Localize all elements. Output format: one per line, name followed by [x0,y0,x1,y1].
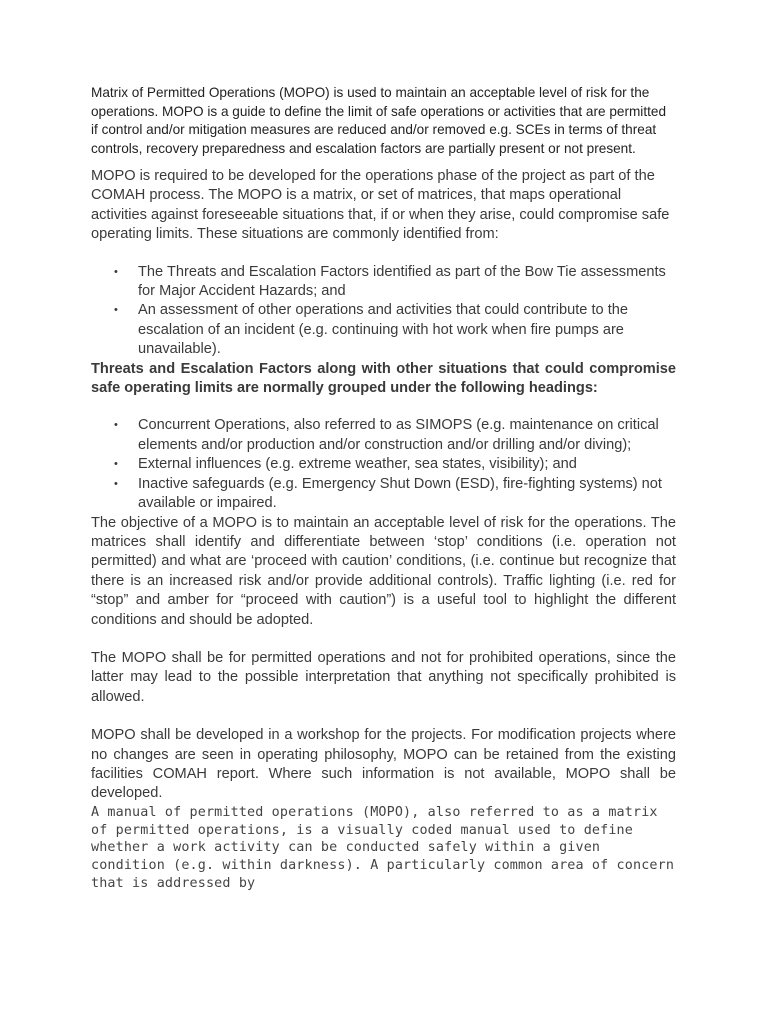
permitted-paragraph: The MOPO shall be for permitted operations and not for prohibited operations, since the latter may lead to the possible interpretation that anything not specifically prohibited is allowed. [91,649,676,705]
bullet-icon: • [114,304,118,317]
bullet-icon: • [114,477,118,490]
list-item: • Inactive safeguards (e.g. Emergency Shut Down (ESD), fire-fighting systems) not available or impaired. [114,475,662,512]
list-item: • The Threats and Escalation Factors identified as part of the Bow Tie assessments for Major Accident Hazards; and [114,263,666,300]
bullet-icon: • [114,265,118,278]
bullet-icon: • [114,458,118,471]
intro-paragraph: Matrix of Permitted Operations (MOPO) is used to maintain an acceptable level of risk for the operations. MOPO is a guide to define the limit of safe operations or activities that are permitted if control and/or mitigation measures are reduced and/or removed e.g. SCEs in terms of threat controls, recovery preparedness and escalation factors are partially present or not present. [91,85,667,156]
list-item: • External influences (e.g. extreme weather, sea states, visibility); and [91,455,676,474]
list-item: • An assessment of other operations and activities that could contribute to the escalation of an incident (e.g. continuing with hot work when fire pumps are unavailable). [114,302,628,358]
comah-paragraph: MOPO is required to be developed for the operations phase of the project as part of the COMAH process. The MOPO is a matrix, or set of matrices, that maps operational activities against foreseeable situations that, if or when they arise, could compromise safe operating limits. These situations are commonly identified from: [91,168,670,243]
manual-paragraph: A manual of permitted operations (MOPO), also referred to as a matrix of permitted operations, is a visually coded manual used to define whether a work activity can be conducted safely within a given condition (e.g. within darkness). A particularly common area of concern that is addressed by [91,804,675,891]
document-page [91,84,676,893]
bullet-icon: • [114,419,118,432]
list-item: • Concurrent Operations, also referred to as SIMOPS (e.g. maintenance on critical elements and/or production and/or construction and/or drilling and/or diving); [114,417,659,453]
bold-heading: Threats and Escalation Factors along with other situations that could compromise safe operating limits are normally grouped under the following headings: [91,360,676,397]
sources-list [91,263,676,360]
workshop-paragraph: MOPO shall be developed in a workshop for the projects. For modification projects where no changes are seen in operating philosophy, MOPO can be retained from the existing facilities COMAH report. Where such information is not available, MOPO shall be developed. [91,727,676,802]
objective-paragraph: The objective of a MOPO is to maintain an acceptable level of risk for the operations. The matrices shall identify and differentiate between ‘stop’ conditions (i.e. operation not permitted) and what are ‘proceed with caution’ conditions, (i.e. continue but recognize that there is an increased risk and/or provide additional controls). Traffic lighting (i.e. red for “stop” and amber for “proceed with caution”) is a useful tool to highlight the different conditions and should be adopted. [91,514,676,628]
headings-list [91,416,676,513]
